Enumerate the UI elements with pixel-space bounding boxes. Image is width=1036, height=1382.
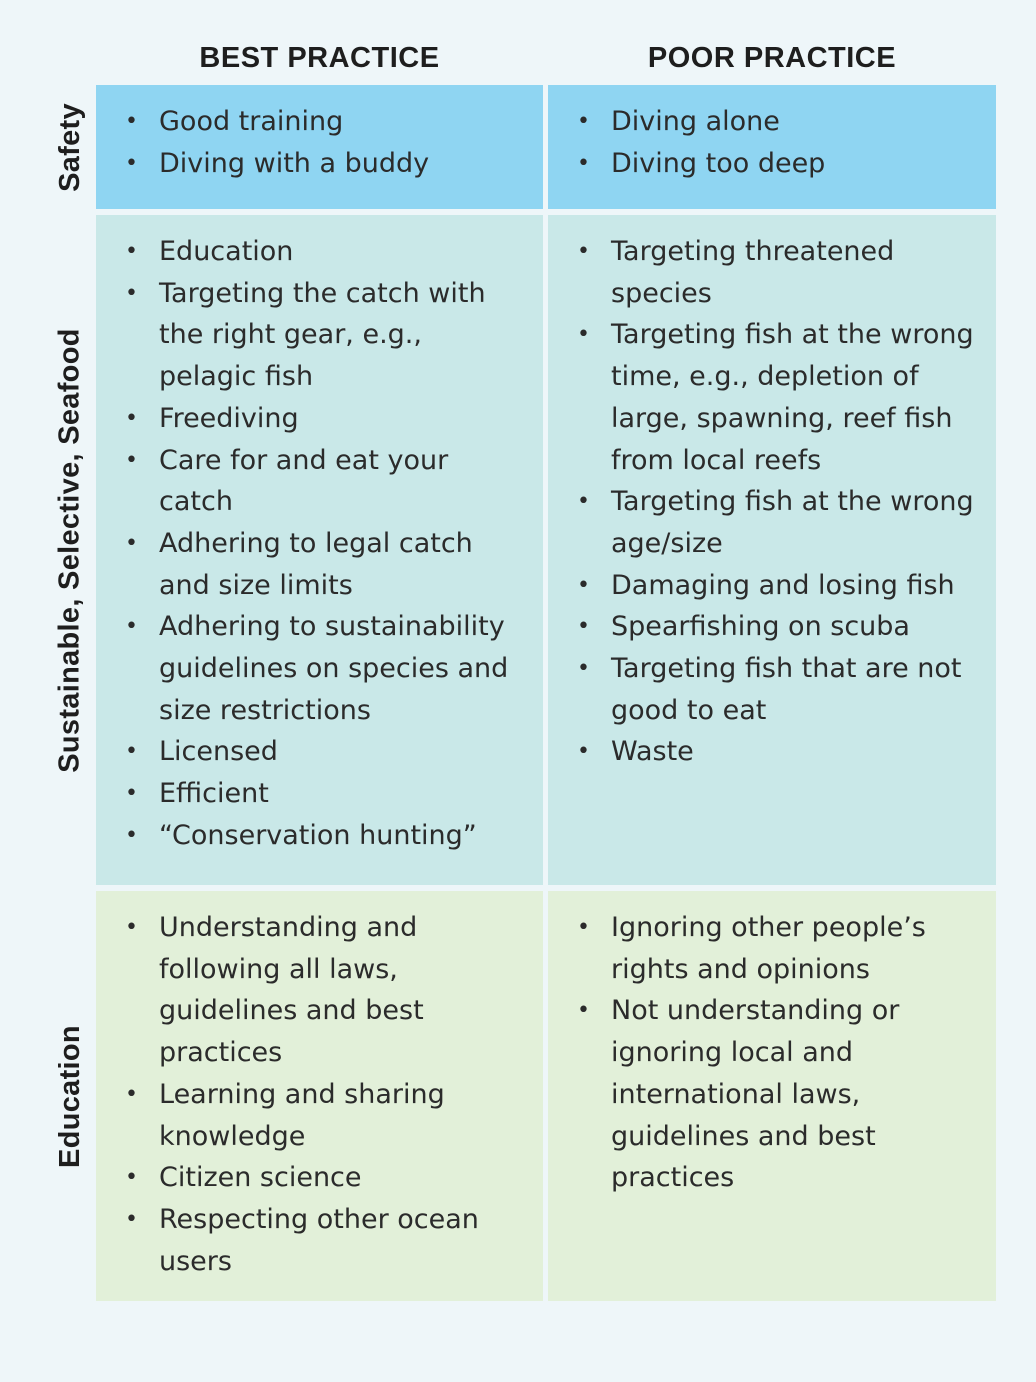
cell-safety-best-practice — [96, 85, 543, 209]
bullet-icon: • — [577, 614, 590, 640]
list-item: • Efficient — [118, 773, 523, 815]
list-item: • Targeting fish that are not good to eat — [570, 648, 976, 731]
list-item: • Diving with a buddy — [118, 143, 523, 185]
bullet-icon: • — [125, 614, 138, 640]
list-item: • Adhering to sustainability guidelines on species and size restrictions — [118, 606, 523, 731]
row-label-safety: Safety — [53, 102, 86, 192]
list-item: • Diving alone — [570, 101, 976, 143]
bullet-icon: • — [577, 239, 590, 264]
list-item: • Not understanding or ignoring local and international laws, guidelines and best practices — [570, 990, 976, 1199]
best-practice-list-sustainable — [118, 231, 523, 857]
cell-safety-poor-practice — [548, 85, 996, 209]
list-item: • Spearfishing on scuba — [570, 606, 976, 648]
best-practice-list-education — [118, 907, 523, 1282]
bullet-icon: • — [577, 150, 590, 176]
bullet-icon: • — [125, 150, 138, 176]
list-item: • Citizen science — [118, 1157, 523, 1199]
list-item: • Ignoring other people’s rights and opinions — [570, 907, 976, 990]
list-item: • Respecting other ocean users — [118, 1199, 523, 1282]
column-header-best-practice: BEST PRACTICE — [199, 42, 440, 74]
bullet-icon: • — [125, 915, 138, 940]
bullet-icon: • — [577, 656, 590, 682]
list-item: • Damaging and losing fish — [570, 565, 976, 607]
row-label-sustainable-container — [40, 215, 100, 885]
list-item: • Good training — [118, 101, 523, 143]
list-item: • Understanding and following all laws, guidelines and best practices — [118, 907, 523, 1074]
poor-practice-list-sustainable — [570, 231, 976, 773]
list-item: • Care for and eat your catch — [118, 440, 523, 523]
column-header-poor-practice: POOR PRACTICE — [647, 42, 897, 74]
bullet-icon: • — [577, 915, 590, 940]
list-item: • Targeting fish at the wrong time, e.g., depletion of large, spawning, reef fish from local reefs — [570, 314, 976, 481]
row-label-sustainable: Sustainable, Selective, Seafood — [53, 327, 86, 773]
cell-education-best-practice — [96, 891, 543, 1301]
bullet-icon: • — [125, 1165, 138, 1191]
bullet-icon: • — [125, 530, 138, 556]
list-item: • Learning and sharing knowledge — [118, 1074, 523, 1157]
bullet-icon: • — [125, 239, 138, 264]
list-item: • Targeting threatened species — [570, 231, 976, 314]
bullet-icon: • — [577, 322, 590, 348]
poor-practice-list-education — [570, 907, 976, 1199]
bullet-icon: • — [125, 405, 138, 431]
row-label-education: Education — [53, 1024, 86, 1168]
best-practice-list-safety — [118, 101, 523, 184]
row-label-education-container — [40, 891, 100, 1301]
bullet-icon: • — [125, 447, 138, 473]
bullet-icon: • — [577, 572, 590, 598]
bullet-icon: • — [577, 109, 590, 134]
cell-sustainable-best-practice — [96, 215, 543, 885]
list-item: • Targeting fish at the wrong age/size — [570, 481, 976, 564]
list-item: • Adhering to legal catch and size limits — [118, 523, 523, 606]
bullet-icon: • — [577, 489, 590, 515]
cell-education-poor-practice — [548, 891, 996, 1301]
cell-sustainable-poor-practice — [548, 215, 996, 885]
list-item: • “Conservation hunting” — [118, 815, 523, 857]
list-item: • Waste — [570, 731, 976, 773]
poor-practice-list-safety — [570, 101, 976, 184]
bullet-icon: • — [577, 998, 590, 1024]
list-item: • Licensed — [118, 731, 523, 773]
list-item: • Targeting the catch with the right gear, e.g., pelagic fish — [118, 273, 523, 398]
bullet-icon: • — [125, 1081, 138, 1107]
bullet-icon: • — [125, 280, 138, 306]
bullet-icon: • — [125, 781, 138, 807]
bullet-icon: • — [125, 739, 138, 765]
bullet-icon: • — [125, 1206, 138, 1232]
list-item: • Diving too deep — [570, 143, 976, 185]
bullet-icon: • — [577, 739, 590, 765]
bullet-icon: • — [125, 822, 138, 848]
bullet-icon: • — [125, 109, 138, 134]
list-item: • Freediving — [118, 398, 523, 440]
list-item: • Education — [118, 231, 523, 273]
row-label-safety-container — [40, 85, 100, 209]
